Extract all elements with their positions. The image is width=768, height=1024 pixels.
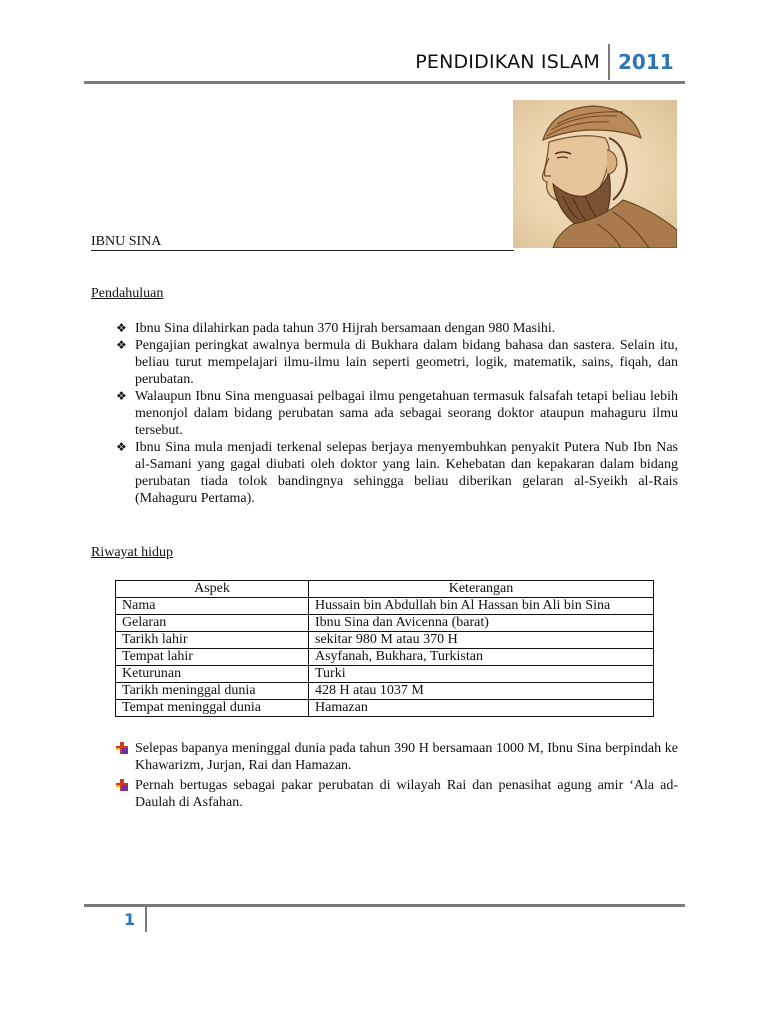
table-row	[116, 700, 654, 717]
portrait-sketch-icon	[513, 100, 677, 248]
table-cell: Tempat lahir	[116, 649, 309, 666]
page-heading	[91, 234, 514, 251]
page-number: 1	[124, 910, 136, 929]
list-item: ❖ Pengajian peringkat awalnya bermula di Bukhara dalam bidang bahasa dan sastera. Selain itu, beliau turut mempelajari ilmu-ilmu lain seperti geometri, logik, matematik, sains, fiqah, dan perubatan.	[116, 338, 678, 387]
bio-table	[115, 580, 654, 717]
header-year: 2011	[618, 50, 674, 74]
header-divider	[608, 44, 610, 80]
bio-title: Riwayat hidup	[91, 545, 174, 560]
table-row	[116, 598, 654, 615]
table-cell: Hamazan	[309, 700, 654, 717]
list-item: ❖ Ibnu Sina mula menjadi terkenal selepas berjaya menyembuhkan penyakit Putera Nub Ibn Nas al-Samani yang gagal diubati oleh doktor yang lain. Kehebatan dan kepakaran dalam bidang perubatan tiada tolok bandingnya sehingga beliau diberikan gelaran al-Syeikh al-Rais (Mahaguru Pertama).	[116, 440, 678, 506]
table-row	[116, 683, 654, 700]
list-item: Selepas bapanya meninggal dunia pada tahun 390 H bersamaan 1000 M, Ibnu Sina berpindah ke Khawarizm, Jurjan, Rai dan Hamazan.	[116, 740, 678, 774]
footer-rule	[84, 904, 685, 907]
list-item: ❖ Ibnu Sina dilahirkan pada tahun 370 Hijrah bersamaan dengan 980 Masihi.	[116, 321, 556, 336]
arrow-bullet-icon	[116, 742, 128, 754]
table-cell: Hussain bin Abdullah bin Al Hassan bin Ali bin Sina	[309, 598, 654, 615]
header-rule	[84, 81, 685, 84]
arrow-bullet-icon	[116, 779, 128, 791]
table-cell: Nama	[116, 598, 309, 615]
table-row	[116, 632, 654, 649]
table-cell: sekitar 980 M atau 370 H	[309, 632, 654, 649]
table-row	[116, 649, 654, 666]
table-cell: Turki	[309, 666, 654, 683]
table-row	[116, 666, 654, 683]
intro-title: Pendahuluan	[91, 286, 164, 301]
portrait-image	[513, 100, 677, 248]
table-header: Keterangan	[309, 581, 654, 598]
table-row	[116, 615, 654, 632]
header-title: PENDIDIKAN ISLAM	[415, 51, 600, 73]
table-cell: Tarikh lahir	[116, 632, 309, 649]
table-cell: Asyfanah, Bukhara, Turkistan	[309, 649, 654, 666]
list-item: Pernah bertugas sebagai pakar perubatan di wilayah Rai dan penasihat agung amir ‘Ala ad-Daulah di Asfahan.	[116, 777, 678, 811]
table-cell: Tarikh meninggal dunia	[116, 683, 309, 700]
table-cell: Ibnu Sina dan Avicenna (barat)	[309, 615, 654, 632]
table-cell: 428 H atau 1037 M	[309, 683, 654, 700]
table-cell: Gelaran	[116, 615, 309, 632]
diamond-bullet-icon: ❖	[116, 338, 127, 352]
intro-list	[116, 320, 678, 507]
footer-divider	[145, 906, 147, 932]
list-item: ❖ Walaupun Ibnu Sina menguasai pelbagai ilmu pengetahuan termasuk falsafah tetapi beliau lebih menonjol dalam bidang perubatan sama ada sebagai seorang doktor ataupun mahaguru ilmu tersebut.	[116, 389, 678, 438]
diamond-bullet-icon: ❖	[116, 321, 127, 335]
table-cell: Keturunan	[116, 666, 309, 683]
table-header: Aspek	[116, 581, 309, 598]
diamond-bullet-icon: ❖	[116, 440, 127, 454]
notes-list	[116, 740, 678, 814]
table-header-row	[116, 581, 654, 598]
diamond-bullet-icon: ❖	[116, 389, 127, 403]
table-cell: Tempat meninggal dunia	[116, 700, 309, 717]
page-heading-text: IBNU SINA	[91, 234, 162, 249]
